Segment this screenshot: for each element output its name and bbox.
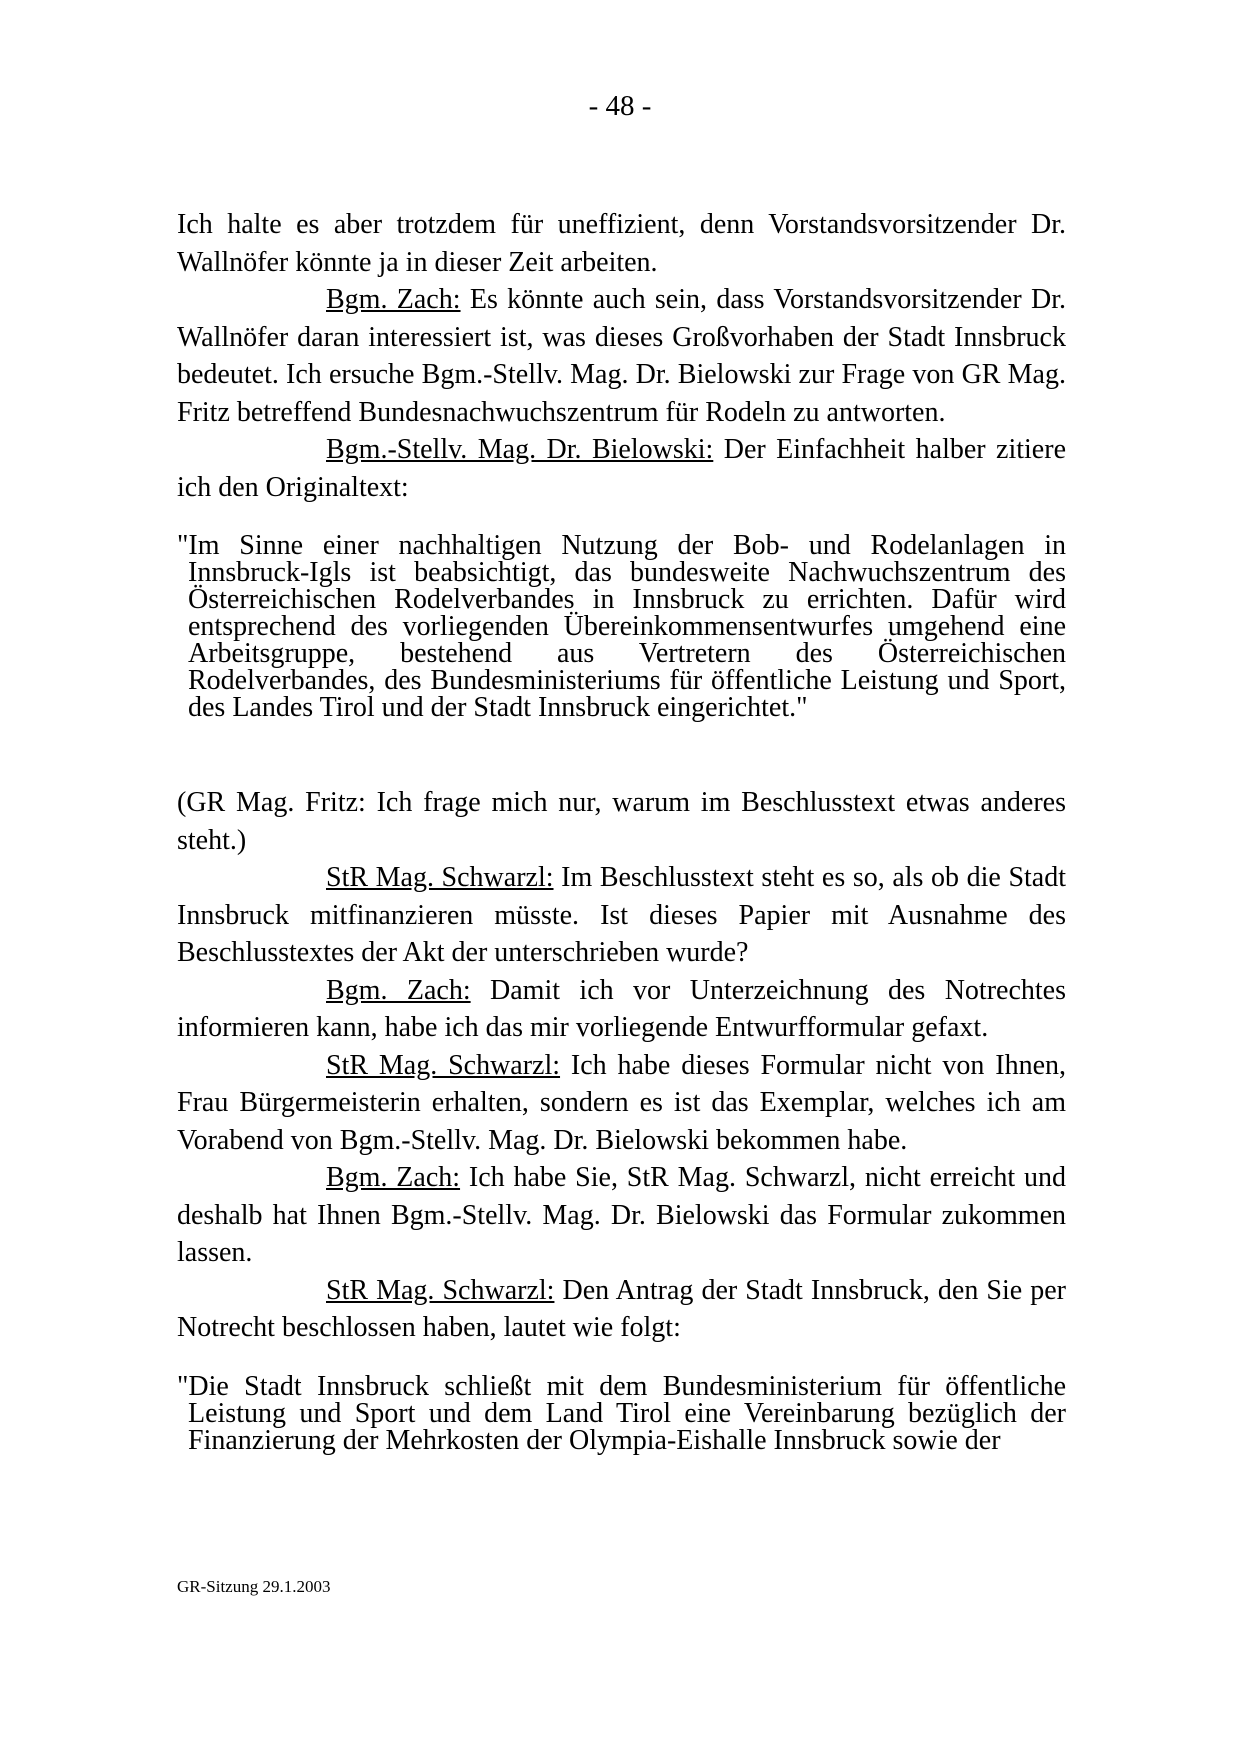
speech-text: Damit ich vor Unterzeichnung des Notrechtes informieren kann, habe ich das mir vorliegende Entwurfformular gefaxt.: [177, 974, 1066, 1043]
speaker-name: StR Mag. Schwarzl:: [326, 862, 554, 893]
paragraph-continuation: Ich halte es aber trotzdem für uneffizient, denn Vorstandsvorsitzender Dr. Wallnöfer könnte ja in dieser Zeit arbeiten.: [177, 209, 1066, 278]
speaker-name: Bgm. Zach:: [326, 1162, 461, 1193]
speech-text: Den Antrag der Stadt Innsbruck, den Sie per Notrecht beschlossen haben, lautet wie folgt:: [177, 1274, 1066, 1343]
speech-paragraph: [177, 1047, 1066, 1160]
speech-paragraph: [177, 1159, 1066, 1272]
speech-text: Ich habe Sie, StR Mag. Schwarzl, nicht erreicht und deshalb hat Ihnen Bgm.-Stellv. Mag. Dr. Bielowski das Formular zukommen lassen.: [177, 1162, 1066, 1268]
speaker-name: Bgm.-Stellv. Mag. Dr. Bielowski:: [326, 434, 714, 465]
speech-text: Es könnte auch sein, dass Vorstandsvorsitzender Dr. Wallnöfer daran interessiert ist, was dieses Großvorhaben der Stadt Innsbruck bedeutet. Ich ersuche Bgm.-Stellv. Mag. Dr. Bielowski zur Frage von GR Mag. Fritz betreffend Bundesnachwuchszentrum für Rodeln zu antworten.: [177, 284, 1067, 428]
speaker-name: Bgm. Zach:: [326, 974, 471, 1006]
speech-paragraph: [177, 1272, 1066, 1347]
interjection: (GR Mag. Fritz: Ich frage mich nur, warum im Beschlusstext etwas anderes steht.): [177, 787, 1066, 856]
quotation-block: "Im Sinne einer nachhaltigen Nutzung der Bob- und Rodelanlagen in Innsbruck-Igls ist beabsichtigt, das bundesweite Nachwuchszentrum des Österreichischen Rodelverbandes in Innsbruck zu errichten. Dafür wird entsprechend des vorliegenden Übereinkommensentwurfes umgehend eine Arbeitsgruppe, bestehend aus Vertretern des Österreichischen Rodelverbandes, des Bundesministeriums für öffentliche Leistung und Sport, des Landes Tirol und der Stadt Innsbruck eingerichtet.": [177, 530, 1066, 723]
speech-paragraph: [177, 972, 1066, 1047]
document-body: [177, 206, 1066, 1454]
speech-paragraph: [177, 431, 1066, 506]
speech-text: Der Einfachheit halber zitiere ich den Originaltext:: [177, 434, 1066, 503]
footer-session-date: GR-Sitzung 29.1.2003: [177, 1577, 331, 1596]
page-number: - 48 -: [588, 90, 652, 122]
speaker-name: StR Mag. Schwarzl:: [326, 1049, 561, 1081]
speaker-name: Bgm. Zach:: [326, 284, 461, 315]
quotation-block: "Die Stadt Innsbruck schließt mit dem Bundesministerium für öffentliche Leistung und Sport und dem Land Tirol eine Vereinbarung bezüglich der Finanzierung der Mehrkosten der Olympia-Eishalle Innsbruck sowie der: [177, 1370, 1066, 1456]
speaker-name: StR Mag. Schwarzl:: [326, 1274, 555, 1306]
speech-text: Ich habe dieses Formular nicht von Ihnen, Frau Bürgermeisterin erhalten, sondern es ist das Exemplar, welches ich am Vorabend von Bgm.-Stellv. Mag. Dr. Bielowski bekommen habe.: [177, 1049, 1067, 1156]
speech-text: Im Beschlusstext steht es so, als ob die Stadt Innsbruck mitfinanzieren müsste. Ist dieses Papier mit Ausnahme des Beschlusstextes der Akt der unterschrieben wurde?: [177, 862, 1066, 968]
speech-paragraph: [177, 281, 1066, 431]
speech-paragraph: [177, 859, 1066, 972]
